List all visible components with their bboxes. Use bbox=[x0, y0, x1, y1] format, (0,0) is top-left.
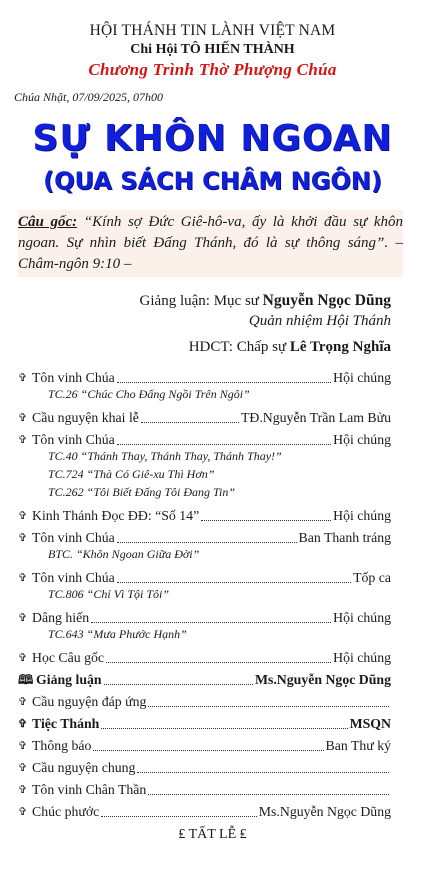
branch-name: Chi Hội TÔ HIẾN THÀNH bbox=[130, 42, 295, 57]
order-item-name: Thông báo bbox=[32, 738, 92, 753]
cross-icon: ✞ bbox=[18, 510, 28, 522]
order-item-leader: Tốp ca bbox=[353, 570, 391, 585]
order-item bbox=[18, 405, 391, 427]
order-item-name: Cầu nguyện chung bbox=[32, 760, 136, 775]
cross-icon: ✞ bbox=[18, 806, 28, 818]
ending-ornament-right-icon: ₤ bbox=[239, 827, 247, 842]
hymn-title: TC.724 “Thà Có Giê-xu Thì Hơn” bbox=[48, 467, 215, 481]
order-item bbox=[18, 777, 391, 799]
cross-icon: ✞ bbox=[18, 372, 28, 384]
order-item bbox=[18, 689, 391, 711]
order-item-leader: Ban Thanh tráng bbox=[298, 530, 391, 545]
key-verse bbox=[18, 210, 403, 277]
dot-leader bbox=[101, 815, 257, 817]
hymn-title: TC.262 “Tôi Biết Đấng Tôi Đang Tin” bbox=[48, 485, 236, 499]
hymn-title: TC.26 “Chúc Cho Đấng Ngồi Trên Ngôi” bbox=[48, 387, 250, 401]
order-item bbox=[18, 365, 391, 387]
order-item bbox=[18, 711, 391, 733]
order-item-name: Dâng hiến bbox=[32, 610, 90, 625]
order-item-name: Học Câu gốc bbox=[32, 650, 105, 665]
cross-icon: ✞ bbox=[18, 532, 28, 544]
dot-leader bbox=[106, 661, 331, 663]
sermon-subtitle: (QUA SÁCH CHÂM NGÔN) bbox=[43, 167, 382, 195]
order-item-name: Tôn vinh Chúa bbox=[32, 530, 115, 545]
preacher-name: Nguyễn Ngọc Dũng bbox=[262, 292, 391, 309]
key-verse-ref: – Châm-ngôn 9:10 – bbox=[18, 235, 403, 272]
hymn-title: TC.40 “Thánh Thay, Thánh Thay, Thánh Thay!” bbox=[48, 449, 282, 463]
order-item-name: Tôn vinh Chúa bbox=[32, 570, 115, 585]
order-item-name: Kinh Thánh Đọc ĐĐ: “Số 14” bbox=[32, 508, 200, 523]
dot-leader bbox=[148, 705, 389, 707]
cross-icon: ✞ bbox=[18, 696, 28, 708]
order-of-service bbox=[0, 365, 425, 821]
preacher-office: Quản nhiệm Hội Thánh bbox=[248, 313, 391, 329]
hdct-line bbox=[0, 337, 391, 357]
order-item bbox=[18, 733, 391, 755]
order-item bbox=[18, 525, 391, 547]
hymn-title: TC.643 “Mưa Phước Hạnh” bbox=[48, 627, 187, 641]
dot-leader bbox=[141, 421, 239, 423]
order-item bbox=[18, 755, 391, 777]
order-item-leader: Ban Thư ký bbox=[325, 738, 391, 753]
cross-icon: ✞ bbox=[18, 740, 28, 752]
cross-icon: ✞ bbox=[18, 412, 28, 424]
order-item-name: Cầu nguyện đáp ứng bbox=[32, 694, 147, 709]
order-item-name: Tôn vinh Chúa bbox=[32, 370, 115, 385]
cross-icon: ✞ bbox=[18, 762, 28, 774]
order-item-leader: TĐ.Nguyễn Trần Lam Bửu bbox=[240, 410, 391, 425]
order-item bbox=[18, 503, 391, 525]
church-name: HỘI THÁNH TIN LÀNH VIỆT NAM bbox=[89, 22, 336, 39]
hymn-title: TC.806 “Chỉ Vì Tội Tôi” bbox=[48, 587, 170, 601]
dot-leader bbox=[148, 793, 389, 795]
preacher-prefix: Giảng luận: Mục sư bbox=[139, 293, 263, 309]
order-item-name: Giảng luận bbox=[36, 672, 102, 687]
order-item-name: Cầu nguyện khai lễ bbox=[32, 410, 139, 425]
cross-icon: ✞ bbox=[18, 434, 28, 446]
order-item bbox=[18, 645, 391, 667]
order-item bbox=[18, 667, 391, 689]
ending-ornament-left-icon: ₤ bbox=[178, 827, 186, 842]
order-item-name: Tôn vinh Chân Thần bbox=[32, 782, 147, 797]
order-item-leader: Ms.Nguyễn Ngọc Dũng bbox=[258, 804, 391, 819]
program-title: Chương Trình Thờ Phượng Chúa bbox=[88, 60, 337, 79]
dot-leader bbox=[117, 541, 297, 543]
cross-icon: ✞ bbox=[18, 718, 28, 730]
ending-label: TẤT LỄ bbox=[188, 827, 237, 842]
cross-icon: ✞ bbox=[18, 612, 28, 624]
dot-leader bbox=[117, 581, 351, 583]
order-item-leader: Hội chúng bbox=[333, 370, 391, 385]
order-item-leader: MSQN bbox=[349, 716, 391, 731]
dot-leader bbox=[104, 683, 253, 685]
hymn-title: BTC. “Khôn Ngoan Giữa Đời” bbox=[48, 547, 200, 561]
order-item-name: Chúc phước bbox=[32, 804, 100, 819]
order-item-leader: Hội chúng bbox=[333, 610, 391, 625]
cross-icon: ✞ bbox=[18, 572, 28, 584]
key-verse-text: “Kính sợ Đức Giê-hô-va, ấy là khởi đầu sự khôn ngoan. Sự nhìn biết Đấng Thánh, đó là sự thông sáng”. bbox=[18, 214, 404, 251]
order-item-leader: Hội chúng bbox=[333, 650, 391, 665]
order-item bbox=[18, 427, 391, 449]
order-item bbox=[18, 799, 391, 821]
hdct-name: Lê Trọng Nghĩa bbox=[289, 339, 391, 355]
dot-leader bbox=[201, 519, 331, 521]
service-date: Chúa Nhật, 07/09/2025, 07h00 bbox=[14, 90, 164, 104]
order-item-leader: Hội chúng bbox=[333, 508, 391, 523]
order-item-leader: Ms.Nguyễn Ngọc Dũng bbox=[254, 672, 391, 687]
ending bbox=[0, 827, 425, 843]
order-item bbox=[18, 605, 391, 627]
order-item bbox=[18, 565, 391, 587]
cross-icon: ✞ bbox=[18, 784, 28, 796]
key-verse-label: Câu gốc: bbox=[18, 214, 78, 230]
order-item-name: Tôn vinh Chúa bbox=[32, 432, 115, 447]
order-item-name: Tiệc Thánh bbox=[32, 716, 100, 731]
book-icon: 🕮 bbox=[18, 672, 34, 687]
sermon-title: SỰ KHÔN NGOAN bbox=[32, 118, 393, 159]
dot-leader bbox=[117, 381, 331, 383]
cross-icon: ✞ bbox=[18, 652, 28, 664]
hdct-prefix: HDCT: Chấp sự bbox=[188, 339, 290, 355]
order-item-leader: Hội chúng bbox=[333, 432, 391, 447]
dot-leader bbox=[91, 621, 331, 623]
dot-leader bbox=[101, 727, 347, 729]
dot-leader bbox=[117, 443, 331, 445]
dot-leader bbox=[137, 771, 389, 773]
dot-leader bbox=[93, 749, 323, 751]
preacher-line bbox=[0, 291, 391, 311]
